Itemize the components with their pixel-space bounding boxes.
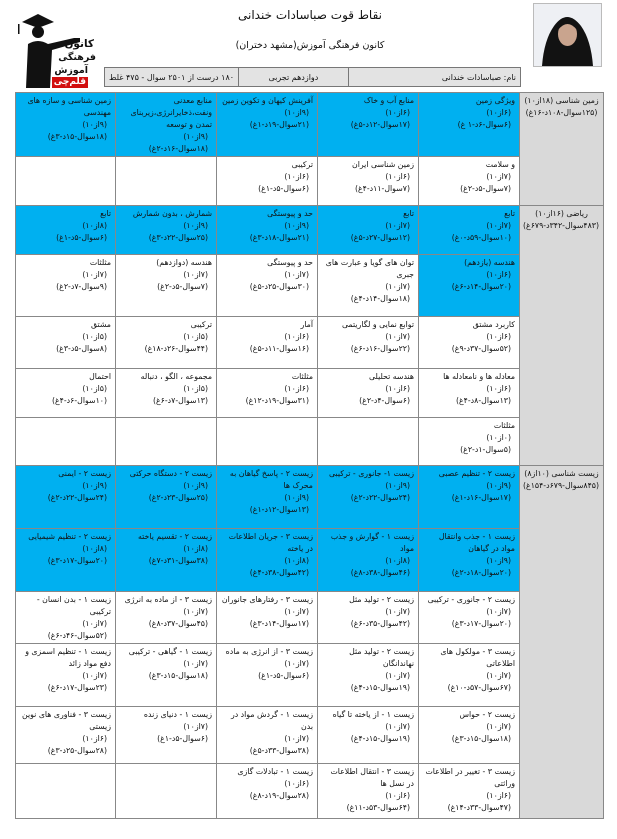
topic-stats: (۱۸سوال-۱۴د-۴غ) xyxy=(350,294,410,303)
topic-name: زیست ۳ - رفتارهای جانوران xyxy=(221,595,313,604)
topic-name: تابع xyxy=(100,209,111,218)
topic-name: زیست ۳ - فناوری های نوین زیستی xyxy=(22,710,111,731)
topic-score: (۹از۱۰) xyxy=(385,481,410,490)
topic-score: (۷از۱۰) xyxy=(385,282,410,291)
topic-score: (۶از۱۰) xyxy=(486,108,511,117)
topic-stats: (۳۰سوال-۲۵د-۵غ) xyxy=(249,282,309,291)
topic-stats: (۷سوال-۱۱د-۴غ) xyxy=(354,184,410,193)
logo-text-3: آموزش xyxy=(54,65,88,76)
topic-stats: (۱۷سوال-۱۲د-۵غ) xyxy=(350,120,410,129)
topic-cell xyxy=(419,317,520,369)
page-subtitle: کانون فرهنگی آموزش(مشهد دختران) xyxy=(235,40,385,51)
topic-cell xyxy=(217,644,318,707)
topic-cell xyxy=(16,466,116,529)
topic-cell xyxy=(217,157,318,206)
topic-name: زیست ۳ - انتقال اطلاعات در نسل ها xyxy=(330,767,414,788)
topic-stats: (۹سوال-۷د-۲غ) xyxy=(56,282,107,291)
topic-stats: (۳۸سوال-۳۳د-۵غ) xyxy=(249,746,309,755)
topic-cell xyxy=(318,317,419,369)
topic-name: توان های گویا و عبارت های جبری xyxy=(325,258,414,279)
topic-cell xyxy=(217,707,318,764)
topic-stats: (۲۰سوال-۱۴د-۶غ) xyxy=(451,282,511,291)
topic-score: (۶از۱۰) xyxy=(82,734,107,743)
topic-name: آمار xyxy=(300,320,313,329)
topic-name: زیست ۱- جانوری - ترکیبی xyxy=(329,469,414,478)
topic-score: (۶از۱۰) xyxy=(385,108,410,117)
table-row xyxy=(16,206,604,255)
topic-name: زیست ۱ - جذب وانتقال مواد در گیاهان xyxy=(438,532,515,553)
topic-stats: (۶۴سوال-۵۳د-۱۱غ) xyxy=(346,803,410,812)
empty-cell xyxy=(16,418,116,466)
student-avatar-icon xyxy=(534,4,601,66)
topic-cell xyxy=(318,369,419,418)
topic-name: هندسه (دوازدهم) xyxy=(156,258,212,267)
topic-score: (۰از۱۰) xyxy=(486,433,511,442)
topic-score: (۹از۱۰) xyxy=(183,132,208,141)
topic-name: زیست ۱ - بدن انسان - ترکیبی xyxy=(36,595,111,616)
topic-name: احتمال xyxy=(89,372,111,381)
topic-stats: (۱۸سوال-۱۵د-۳غ) xyxy=(451,734,511,743)
topic-stats: (۷سوال-۵د-۲غ) xyxy=(157,282,208,291)
topic-cell xyxy=(419,466,520,529)
topic-name: زیست ۲ - تولید مثل نهاندانگان xyxy=(349,647,414,668)
topic-name: و سلامت xyxy=(485,160,515,169)
topic-name: ویژگی زمین xyxy=(475,96,515,105)
topic-cell xyxy=(116,206,217,255)
topic-name: تابع xyxy=(403,209,414,218)
topic-score: (۷از۱۰) xyxy=(486,607,511,616)
table-row xyxy=(16,707,604,764)
topic-score: (۸از۱۰) xyxy=(385,556,410,565)
topic-cell xyxy=(217,206,318,255)
topic-name: معادله ها و نامعادله ها xyxy=(443,372,515,381)
topic-stats: (۱۳سوال-۸د-۴غ) xyxy=(455,396,511,405)
topic-stats: (۸سوال-۵د-۳غ) xyxy=(56,344,107,353)
topic-score: (۹از۱۰) xyxy=(183,481,208,490)
topic-name: زیست ۲ - پاسخ گیاهان به محرک ها xyxy=(229,469,313,490)
table-row xyxy=(16,529,604,592)
topic-name: زیست ۲ - جانوری - ترکیبی xyxy=(427,595,515,604)
topic-score: (۵از۱۰) xyxy=(82,384,107,393)
topic-stats: (۲۰سوال-۱۷د-۳غ) xyxy=(47,556,107,565)
topic-stats: (۱۷سوال-۱۶د-۱غ) xyxy=(451,493,511,502)
topic-cell xyxy=(116,369,217,418)
table-row xyxy=(16,466,604,529)
topic-name: زیست ۲ - تنظیم شیمیایی xyxy=(28,532,111,541)
topic-cell xyxy=(16,206,116,255)
topic-cell xyxy=(419,644,520,707)
topic-cell xyxy=(16,317,116,369)
topic-stats: (۶سوال-۴د-۲غ) xyxy=(359,396,410,405)
topic-score: (۷از۱۰) xyxy=(486,172,511,181)
topic-stats: (۲۰سوال-۱۷د-۳غ) xyxy=(451,619,511,628)
topic-cell xyxy=(16,644,116,707)
topic-score: (۷از۱۰) xyxy=(82,270,107,279)
topic-score: (۷از۱۰) xyxy=(385,722,410,731)
topic-name: زیست ۱ - گیاهی - ترکیبی xyxy=(128,647,212,656)
topic-cell xyxy=(318,529,419,592)
topic-score: (۶از۱۰) xyxy=(486,332,511,341)
topic-stats: (۱۷سوال-۱۴د-۳غ) xyxy=(249,619,309,628)
topic-stats: (۱۸سوال-۱۵د-۳غ) xyxy=(47,132,107,141)
topic-stats: (۱۹سوال-۱۵د-۴غ) xyxy=(350,734,410,743)
topic-cell xyxy=(419,764,520,819)
topic-name: ترکیبی xyxy=(291,160,313,169)
topic-cell xyxy=(217,317,318,369)
topic-score: (۷از۱۰) xyxy=(284,734,309,743)
topic-stats: (۲۵سوال-۲۲د-۳غ) xyxy=(148,233,208,242)
topic-stats: (۵سوال-۱د-۲غ) xyxy=(460,445,511,454)
topic-stats: (۷سوال-۵د-۲غ) xyxy=(460,184,511,193)
topic-score: (۷از۱۰) xyxy=(385,221,410,230)
topic-score: (۶از۱۰) xyxy=(385,791,410,800)
topic-stats: (۱۸سوال-۱۶د-۲غ) xyxy=(148,144,208,153)
empty-cell xyxy=(318,418,419,466)
topic-stats: (۶سوال-۵د-۱غ) xyxy=(157,734,208,743)
topic-score: (۶از۱۰) xyxy=(284,384,309,393)
topic-stats: (۲۲سوال-۱۶د-۶غ) xyxy=(350,344,410,353)
topic-score: (۵از۱۰) xyxy=(183,384,208,393)
topic-name: حد و پیوستگی xyxy=(267,258,313,267)
topic-cell xyxy=(318,764,419,819)
topic-name: مثلثات xyxy=(89,258,111,267)
kanoon-logo xyxy=(14,8,96,88)
topic-stats: (۲۸سوال-۱۹د-۸غ) xyxy=(249,791,309,800)
topic-cell xyxy=(217,93,318,157)
topic-score: (۷از۱۰) xyxy=(486,221,511,230)
topic-cell xyxy=(318,255,419,317)
empty-cell xyxy=(16,157,116,206)
topic-score: (۹از۱۰) xyxy=(82,120,107,129)
topic-stats: (۱۹سوال-۱۵د-۴غ) xyxy=(350,683,410,692)
topic-stats: (۴۲سوال-۳۸د-۴غ) xyxy=(249,568,309,577)
topic-name: حد و پیوستگی xyxy=(267,209,313,218)
topic-score: (۵از۱۰) xyxy=(183,332,208,341)
topic-score: (۷از۱۰) xyxy=(284,270,309,279)
topic-score: (۶از۱۰) xyxy=(385,172,410,181)
topic-cell xyxy=(116,93,217,157)
topic-name: منابع معدنی ونفت،ذخایرانرژی،زیربنای تمدن و توسعه xyxy=(130,96,212,129)
topic-cell xyxy=(419,707,520,764)
topic-cell xyxy=(419,93,520,157)
topic-score: (۵از۱۰) xyxy=(82,332,107,341)
topic-stats: (۲۰سوال-۱۸د-۲غ) xyxy=(451,568,511,577)
topic-cell xyxy=(116,644,217,707)
topic-stats: (۴۲سوال-۳۵د-۶غ) xyxy=(350,619,410,628)
topic-score: (۶از۱۰) xyxy=(486,270,511,279)
topic-cell xyxy=(419,157,520,206)
topic-cell xyxy=(16,369,116,418)
topic-score: (۶از۱۰) xyxy=(284,332,309,341)
student-info-bar xyxy=(104,67,521,87)
logo-text-2: فرهنگی xyxy=(58,52,96,63)
topic-score: (۹از۱۰) xyxy=(284,108,309,117)
topic-name: مثلثات xyxy=(493,421,515,430)
table-row xyxy=(16,644,604,707)
topic-cell xyxy=(318,466,419,529)
topic-cell xyxy=(217,466,318,529)
topic-stats: (۶سوال-۵د-۱غ) xyxy=(56,233,107,242)
topic-stats: (۳۱سوال-۱۹د-۱۲غ) xyxy=(245,396,309,405)
topic-score: (۹از۱۰) xyxy=(486,556,511,565)
topic-score: (۹از۱۰) xyxy=(486,481,511,490)
topic-name: مجموعه ، الگو ، دنباله xyxy=(140,372,212,381)
topic-score: (۷از۱۰) xyxy=(385,607,410,616)
topic-cell xyxy=(217,529,318,592)
topic-name: زیست ۳ - جریان اطلاعات در یاخته xyxy=(228,532,313,553)
table-row xyxy=(16,157,604,206)
logo-text-1: کانون xyxy=(64,38,94,50)
table-row xyxy=(16,255,604,317)
logo-text-4: قلم‌چی xyxy=(53,77,86,87)
topic-stats: (۱۳سوال-۷د-۶غ) xyxy=(152,396,208,405)
table-row xyxy=(16,418,604,466)
topic-cell xyxy=(419,592,520,644)
topic-score: (۷از۱۰) xyxy=(486,671,511,680)
topic-stats: (۱۳سوال-۱۲د-۱غ) xyxy=(249,505,309,514)
topic-score: (۷از۱۰) xyxy=(183,659,208,668)
topic-cell xyxy=(217,764,318,819)
topic-score: (۹از۱۰) xyxy=(82,481,107,490)
empty-cell xyxy=(116,157,217,206)
topic-name: زمین شناسی و سازه های مهندسی xyxy=(27,96,111,117)
table-row xyxy=(16,592,604,644)
empty-cell xyxy=(217,418,318,466)
topic-name: زیست ۲ - ایمنی xyxy=(58,469,111,478)
topic-score: (۸از۱۰) xyxy=(82,221,107,230)
topic-stats: (۲۳سوال-۱۷د-۶غ) xyxy=(47,683,107,692)
topic-score: (۷از۱۰) xyxy=(284,659,309,668)
topic-cell xyxy=(217,255,318,317)
topic-name: کاربرد مشتق xyxy=(472,320,515,329)
topic-name: زیست ۱ - تبادلات گازی xyxy=(237,767,313,776)
table-row xyxy=(16,317,604,369)
topic-name: زیست ۳ - مولکول های اطلاعاتی xyxy=(440,647,515,668)
topic-cell xyxy=(116,466,217,529)
table-row xyxy=(16,369,604,418)
topic-score: (۶از۱۰) xyxy=(385,384,410,393)
topic-cell xyxy=(16,255,116,317)
topic-score: (۸از۱۰) xyxy=(183,544,208,553)
topic-cell xyxy=(318,93,419,157)
topic-cell xyxy=(318,157,419,206)
topic-name: زیست ۲ - تولید مثل xyxy=(349,595,414,604)
topic-stats: (۱۶سوال-۱۱د-۵غ) xyxy=(249,344,309,353)
topic-name: زمین شناسی ایران xyxy=(351,160,414,169)
topic-stats: (۳۸سوال-۳۱د-۷غ) xyxy=(148,556,208,565)
topic-name: زیست ۱ - گردش مواد در بدن xyxy=(230,710,313,731)
subject-label: زمین شناسی (۱۸از۱۰) (۱۲۵سوال-۱۰۸د-۱۶غ) xyxy=(520,93,604,206)
topic-stats: (۲۱سوال-۱۸د-۳غ) xyxy=(249,233,309,242)
topic-name: مثلثات xyxy=(291,372,313,381)
topic-score: (۶از۱۰) xyxy=(284,172,309,181)
topic-score: (۷از۱۰) xyxy=(183,722,208,731)
topic-stats: (۵۲سوال-۳۷د-۹غ) xyxy=(451,344,511,353)
topic-stats: (۴۶سوال-۳۸د-۸غ) xyxy=(350,568,410,577)
topic-stats: (۴۴سوال-۲۶د-۱۸غ) xyxy=(144,344,208,353)
topic-name: زیست ۲ - حواس xyxy=(459,710,515,719)
topic-name: آفرینش کیهان و تکوین زمین xyxy=(222,96,313,105)
student-photo xyxy=(533,3,602,67)
topic-score: (۶از۱۰) xyxy=(284,779,309,788)
topic-name: زیست ۲ - تقسیم یاخته xyxy=(138,532,212,541)
topic-name: مشتق xyxy=(91,320,111,329)
topic-stats: (۲۸سوال-۲۵د-۳غ) xyxy=(47,746,107,755)
topic-cell xyxy=(16,529,116,592)
topic-cell xyxy=(419,369,520,418)
topic-cell xyxy=(318,206,419,255)
topic-cell xyxy=(419,418,520,466)
topic-score: (۷از۱۰) xyxy=(486,722,511,731)
subject-label: ریاضی (۱۶از۱۰) (۴۸۳سوال-۳۴۲د-۶۷۹غ) xyxy=(520,206,604,466)
topic-cell xyxy=(419,255,520,317)
topic-name: هندسه (یازدهم) xyxy=(464,258,515,267)
empty-cell xyxy=(116,764,217,819)
topic-score: (۷از۱۰) xyxy=(284,607,309,616)
topic-cell xyxy=(116,529,217,592)
topic-stats: (۶سوال-۵د-۱غ) xyxy=(258,671,309,680)
topic-score: (۷از۱۰) xyxy=(82,671,107,680)
empty-cell xyxy=(116,418,217,466)
topic-score: (۷از۱۰) xyxy=(385,332,410,341)
topic-name: زیست ۱ - تنظیم اسمزی و دفع مواد زائد xyxy=(25,647,111,668)
topic-stats: (۱۸سوال-۱۵د-۳غ) xyxy=(148,671,208,680)
topic-name: زیست ۱ - از یاخته تا گیاه xyxy=(332,710,414,719)
topic-score: (۸از۱۰) xyxy=(284,556,309,565)
topic-name: زیست ۳ - تغییر در اطلاعات وراثتی xyxy=(425,767,515,788)
topic-cell xyxy=(116,255,217,317)
topic-cell xyxy=(318,707,419,764)
topic-score: (۹از۱۰) xyxy=(284,493,309,502)
topic-cell xyxy=(16,93,116,157)
strengths-table xyxy=(15,92,604,819)
topic-stats: (۲۵سوال-۲۳د-۲غ) xyxy=(148,493,208,502)
topic-name: زیست ۳ - از ماده به انرژی xyxy=(124,595,212,604)
topic-name: منابع آب و خاک xyxy=(363,96,414,105)
student-grade: دوازدهم تجربی xyxy=(238,68,348,86)
topic-stats: (۲۴سوال-۲۲د-۲غ) xyxy=(47,493,107,502)
topic-score: (۶از۱۰) xyxy=(486,384,511,393)
topic-stats: (۲۴سوال-۲۲د-۲غ) xyxy=(350,493,410,502)
student-stats: ۱۸۰ درست از ۲۵۰۱ سوال - ۴۷۵ غلط xyxy=(109,72,235,82)
topic-score: (۷از۱۰) xyxy=(82,619,107,628)
topic-cell xyxy=(217,369,318,418)
topic-cell xyxy=(116,707,217,764)
topic-cell xyxy=(16,592,116,644)
topic-stats: (۶۷سوال-۵۷د-۱۰غ) xyxy=(447,683,511,692)
topic-cell xyxy=(318,644,419,707)
topic-stats: (۱۰سوال-۶د-۴غ) xyxy=(51,396,107,405)
topic-cell xyxy=(116,317,217,369)
topic-cell xyxy=(16,707,116,764)
topic-stats: (۲۱سوال-۱۹د-۱غ) xyxy=(249,120,309,129)
topic-name: زیست ۲ - تنظیم عصبی xyxy=(438,469,515,478)
topic-cell xyxy=(116,592,217,644)
topic-score: (۹از۱۰) xyxy=(284,221,309,230)
topic-name: زیست ۲ - دستگاه حرکتی xyxy=(129,469,212,478)
topic-score: (۷از۱۰) xyxy=(183,270,208,279)
topic-cell xyxy=(318,592,419,644)
topic-name: هندسه تحلیلی xyxy=(369,372,414,381)
topic-cell xyxy=(419,529,520,592)
topic-score: (۷از۱۰) xyxy=(385,671,410,680)
subject-label: زیست شناسی (۱۰از۸) (۸۴۵سوال-۶۷۹د-۱۵۴غ) xyxy=(520,466,604,819)
table-row xyxy=(16,764,604,819)
topic-cell xyxy=(217,592,318,644)
topic-stats: (۶سوال-۵د-۱غ) xyxy=(258,184,309,193)
topic-stats: (۴۵سوال-۳۷د-۸غ) xyxy=(148,619,208,628)
topic-score: (۷از۱۰) xyxy=(183,607,208,616)
topic-stats: (۱۰سوال-۵۹د-۰غ) xyxy=(451,233,511,242)
topic-name: توابع نمایی و لگاریتمی xyxy=(342,320,414,329)
topic-score: (۹از۱۰) xyxy=(183,221,208,230)
topic-cell xyxy=(419,206,520,255)
topic-score: (۶از۱۰) xyxy=(486,791,511,800)
empty-cell xyxy=(16,764,116,819)
topic-stats: (۱۲سوال-۲۷د-۵غ) xyxy=(350,233,410,242)
topic-name: تابع xyxy=(504,209,515,218)
table-row xyxy=(16,93,604,157)
topic-name: شمارش ، بدون شمارش xyxy=(132,209,212,218)
student-name: نام: صباسادات خندانی xyxy=(348,68,520,86)
topic-name: زیست ۱ - دنیای زنده xyxy=(143,710,212,719)
topic-name: ترکیبی xyxy=(190,320,212,329)
topic-score: (۸از۱۰) xyxy=(82,544,107,553)
topic-stats: (۶سوال-۶د-۱ غ) xyxy=(457,120,511,129)
topic-name: زیست ۱ - گوارش و جذب مواد xyxy=(330,532,414,553)
topic-stats: (۴۷سوال-۳۳د-۱۴غ) xyxy=(447,803,511,812)
topic-stats: (۵۲سوال-۴۶د-۶غ) xyxy=(47,631,107,640)
topic-name: زیست ۳ - از انرژی به ماده xyxy=(225,647,313,656)
page-title: نقاط قوت صباسادات خندانی xyxy=(237,8,382,22)
